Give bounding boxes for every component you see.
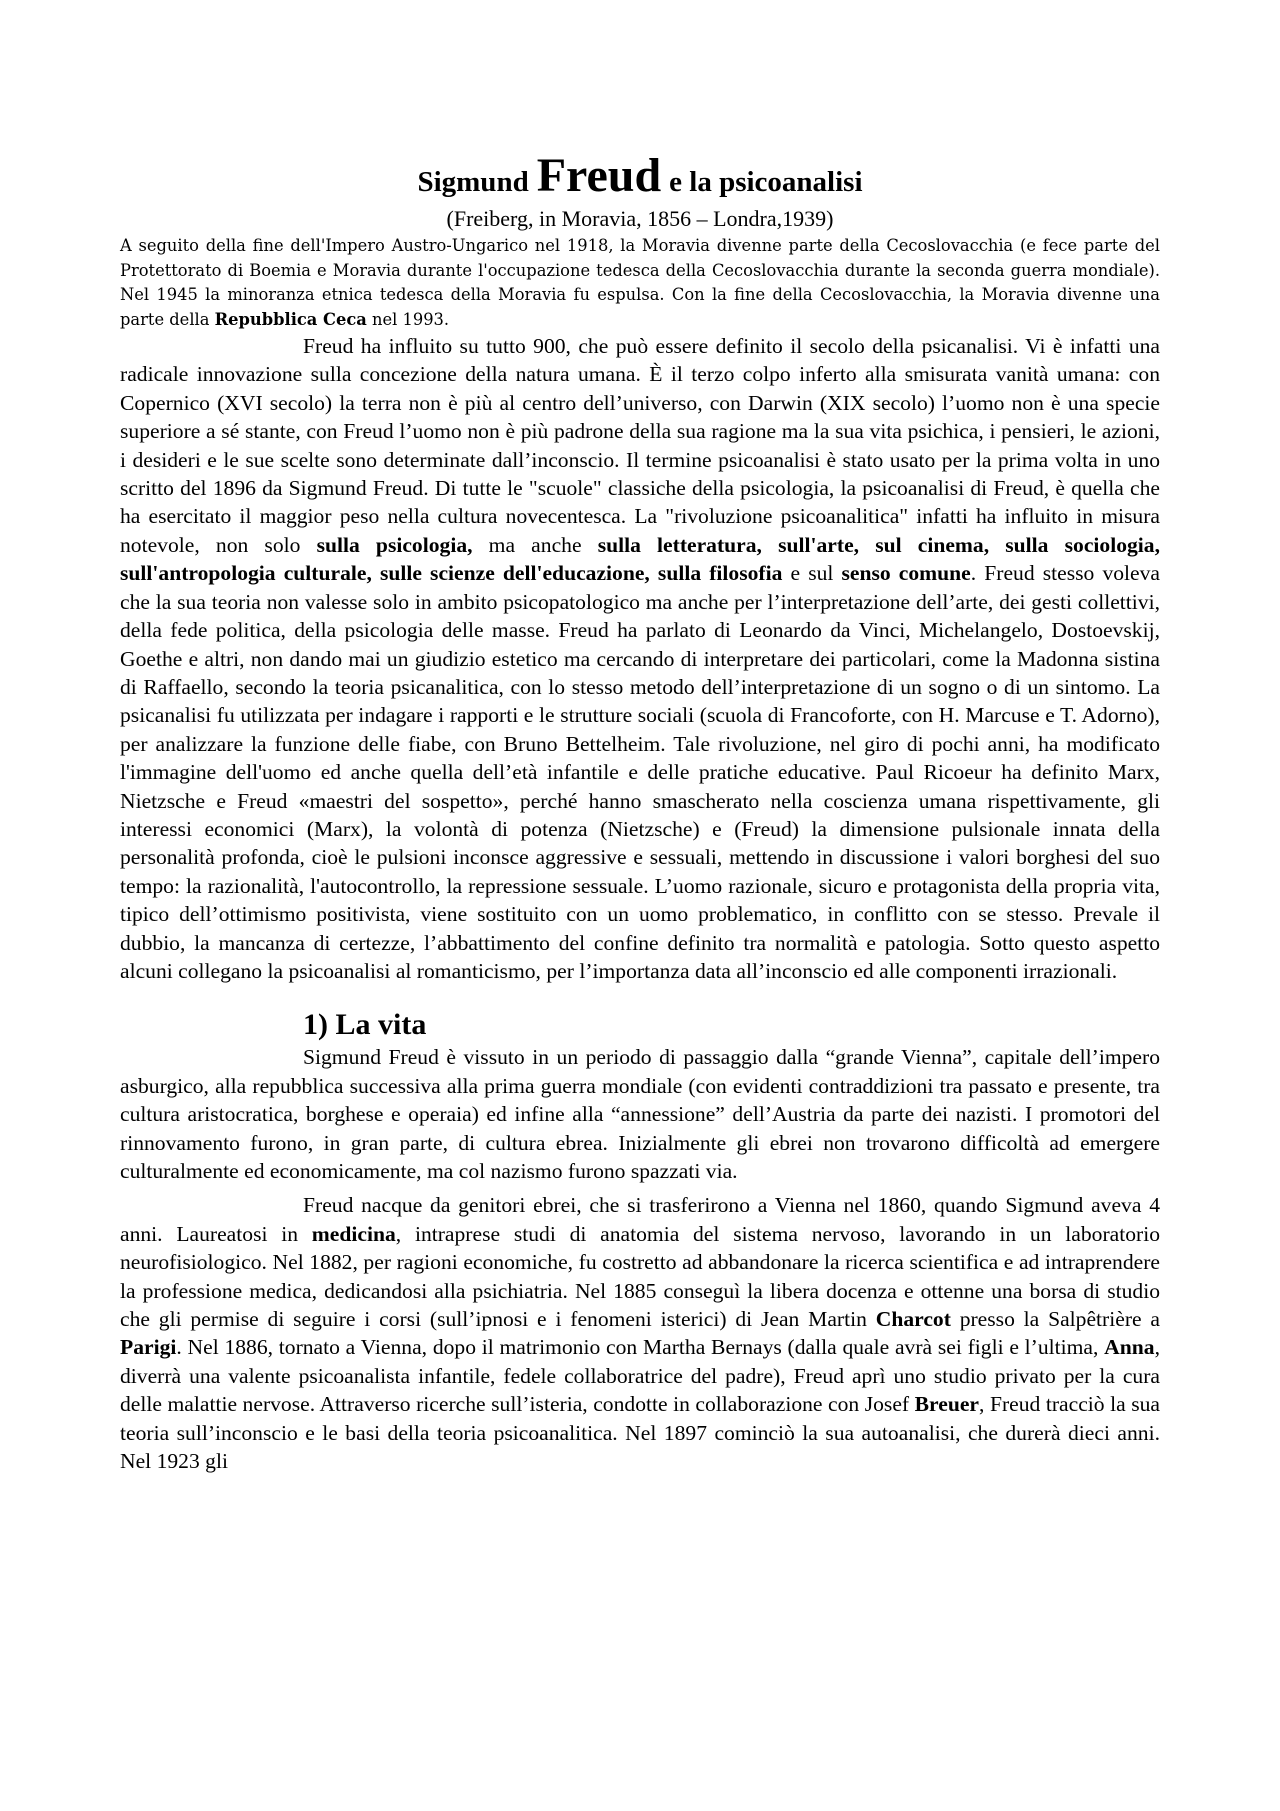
intro-bold-3: senso comune xyxy=(841,561,971,586)
section-heading-la-vita: 1) La vita xyxy=(303,1008,427,1042)
note-text-2: nel 1993. xyxy=(366,309,450,329)
title-rest: e la psicoanalisi xyxy=(669,166,863,198)
vita-bold-charcot: Charcot xyxy=(875,1307,951,1332)
vita-text-d: . Nel 1886, tornato a Vienna, dopo il matrimonio con Martha Bernays (dalla quale avrà sei figli e l’ultima, xyxy=(176,1335,1105,1360)
vita-paragraph-2 xyxy=(120,1191,1160,1475)
vita-bold-breuer: Breuer xyxy=(914,1392,980,1417)
note-text-1: A seguito della fine dell'Impero Austro-Ungarico nel 1918, la Moravia divenne parte della Cecoslovacchia (e fece parte del Protettorato di Boemia e Moravia durante l'occupazione tedesca della Cecoslovacchia durante la seconda guerra mondiale). Nel 1945 la minoranza etnica tedesca della Moravia fu espulsa. Con la fine della Cecoslovacchia, la Moravia divenne una parte della xyxy=(120,236,1160,329)
page-subtitle: (Freiberg, in Moravia, 1856 – Londra,1939) xyxy=(446,205,834,231)
intro-text-2: ma anche xyxy=(472,532,598,557)
vita-text-a: Freud nacque da genitori ebrei, che si trasferirono a Vienna nel 1860, quando Sigmund aveva 4 anni. Laureatosi in xyxy=(120,1193,1160,1246)
title-surname: Freud xyxy=(536,149,662,202)
vita-text-c: presso la Salpêtrière a xyxy=(950,1307,1160,1332)
vita-bold-medicina: medicina xyxy=(311,1221,396,1246)
vita-text-f: , Freud tracciò la sua teoria sull’inconscio e le basi della teoria psicoanalitica. Nel 1897 cominciò la sua autoanalisi, che durerà dieci anni. Nel 1923 gli xyxy=(120,1392,1160,1474)
intro-paragraph xyxy=(120,332,1160,985)
vita-text-e: , diverrà una valente psicoanalista infantile, fedele collaboratrice del padre), Freud aprì uno studio privato per la cura delle malattie nervose. Attraverso ricerche sull’isteria, condotte in collaborazione con Josef xyxy=(120,1335,1160,1417)
intro-text-1: Freud ha influito su tutto 900, che può essere definito il secolo della psicanalisi. Vi è infatti una radicale innovazione sulla concezione della natura umana. È il terzo colpo inferto alla smisurata vanità umana: con Copernico (XVI secolo) la terra non è più al centro dell’universo, con Darwin (XIX secolo) l’uomo non è una specie superiore a sé stante, con Freud l’uomo non è più padrone della sua ragione ma la sua vita psichica, i pensieri, le azioni, i desideri e le sue scelte sono determinate dall’inconscio. Il termine psicoanalisi è stato usato per la prima volta in uno scritto del 1896 da Sigmund Freud. Di tutte le "scuole" classiche della psicologia, la psicoanalisi di Freud, è quella che ha esercitato il maggior peso nella cultura novecentesca. La "rivoluzione psicoanalitica" infatti ha influito in misura notevole, non solo xyxy=(120,334,1160,557)
vita-bold-anna: Anna xyxy=(1104,1335,1155,1360)
document-page xyxy=(120,150,1160,1475)
vita-bold-parigi: Parigi xyxy=(120,1335,177,1360)
intro-text-4: . Freud stesso voleva che la sua teoria non valesse solo in ambito psicopatologico ma anche per l’interpretazione dell’arte, dei gesti collettivi, della fede politica, della psicologia delle masse. Freud ha parlato di Leonardo da Vinci, Michelangelo, Dostoevskij, Goethe e altri, non dando mai un giudizio estetico ma cercando di interpretare dei particolari, come la Madonna sistina di Raffaello, secondo la teoria psicanalitica, con lo stesso metodo dell’interpretazione di un sogno o di un sintomo. La psicanalisi fu utilizzata per indagare i rapporti e le strutture sociali (scuola di Francoforte, con H. Marcuse e T. Adorno), per analizzare la funzione delle fiabe, con Bruno Bettelheim. Tale rivoluzione, nel giro di pochi anni, ha modificato l'immagine dell'uomo ed anche quella dell’età infantile e delle pratiche educative. Paul Ricoeur ha definito Marx, Nietzsche e Freud «maestri del sospetto», perché hanno smascherato nella coscienza umana rispettivamente, gli interessi economici (Marx), la volontà di potenza (Nietzsche) e (Freud) la dimensione pulsionale innata della personalità profonda, cioè le pulsioni inconsce aggressive e sessuali, mettendo in discussione i valori borghesi del suo tempo: la razionalità, l'autocontrollo, la repressione sessuale. L’uomo razionale, sicuro e protagonista della propria vita, tipico dell’ottimismo positivista, viene sostituito con un uomo problematico, in conflitto con se stesso. Prevale il dubbio, la mancanza di certezze, l’abbattimento del confine definito tra normalità e patologia. Sotto questo aspetto alcuni collegano la psicoanalisi al romanticismo, per l’importanza data all’inconscio ed alle componenti irrazionali. xyxy=(120,561,1160,983)
intro-bold-2: sulla letteratura, sull'arte, sul cinema, sulla sociologia, sull'antropologia culturale, sulle scienze dell'educazione, sulla filosofia xyxy=(120,532,1160,586)
vita-paragraph-1: Sigmund Freud è vissuto in un periodo di passaggio dalla “grande Vienna”, capitale dell’impero asburgico, alla repubblica successiva alla prima guerra mondiale (con evidenti contraddizioni tra passato e presente, tra cultura aristocratica, borghese e operaia) ed infine alla “annessione” dell’Austria da parte dei nazisti. I promotori del rinnovamento furono, in gran parte, di cultura ebrea. Inizialmente gli ebrei non trovarono difficoltà ad emergere culturalmente ed economicamente, ma col nazismo furono spazzati via. xyxy=(120,1045,1160,1184)
moravia-note xyxy=(120,234,1160,332)
intro-bold-1: sulla psicologia, xyxy=(316,532,473,557)
intro-text-3: e sul xyxy=(782,561,842,586)
note-bold-1: Repubblica Ceca xyxy=(214,309,367,329)
vita-text-b: , intraprese studi di anatomia del sistema nervoso, lavorando in un laboratorio neurofisiologico. Nel 1882, per ragioni economiche, fu costretto ad abbandonare la ricerca scientifica e ad intraprendere la professione medica, dedicandosi alla psichiatria. Nel 1885 conseguì la libera docenza e ottenne una borsa di studio che gli permise di seguire i corsi (sull’ipnosi e i fenomeni isterici) di Jean Martin xyxy=(120,1221,1161,1332)
title-first-name: Sigmund xyxy=(417,166,529,198)
page-title xyxy=(120,150,1160,203)
